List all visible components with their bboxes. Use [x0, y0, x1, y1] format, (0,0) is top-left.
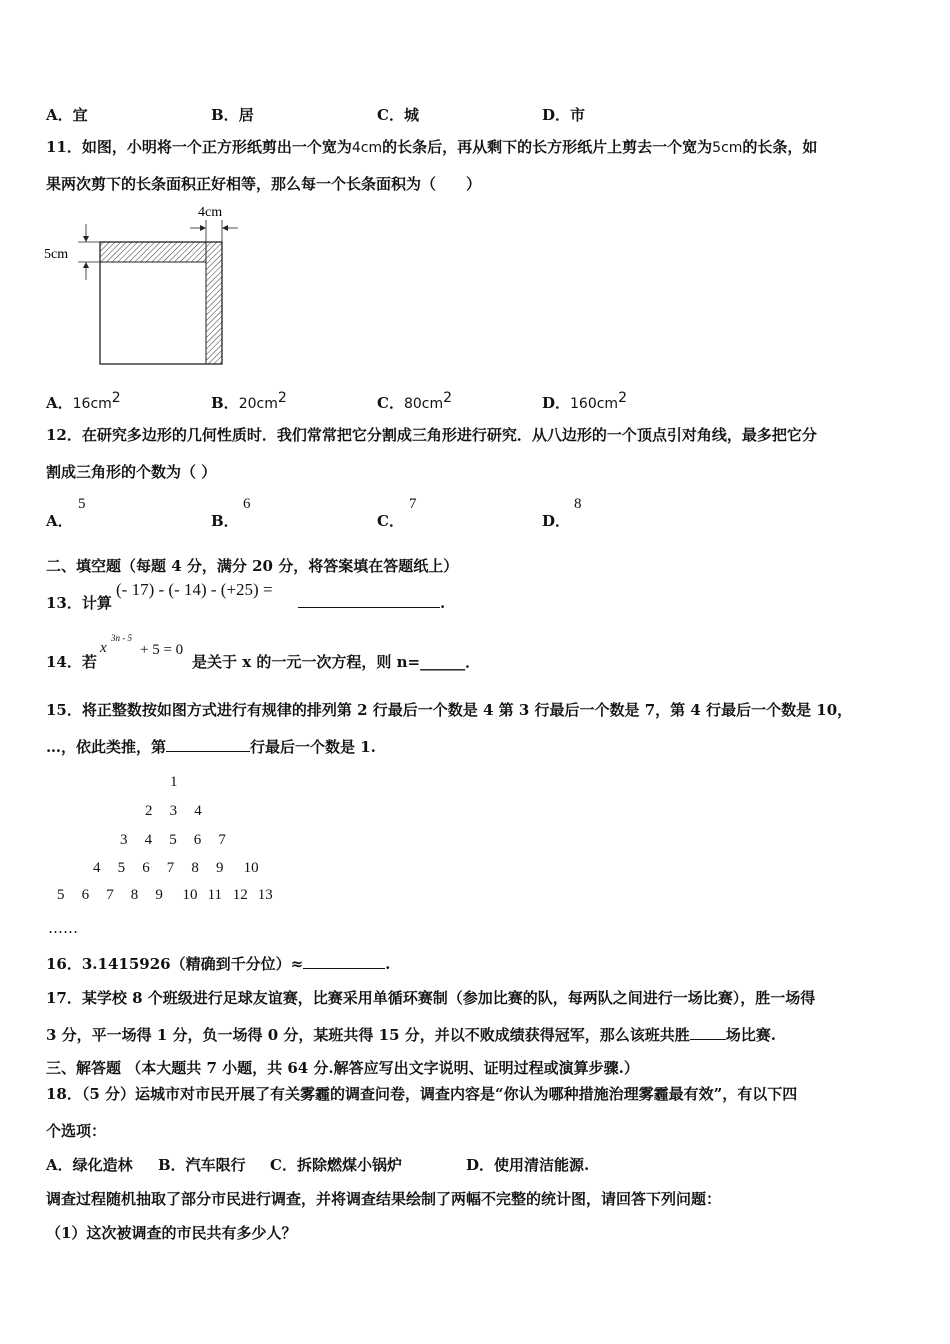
q14-exponent: 3n - 5: [111, 633, 132, 643]
q12-option-b: B．: [211, 512, 239, 530]
top-strip: [100, 242, 206, 262]
q12-line1: 12．在研究多边形的几何性质时．我们常常把它分割成三角形进行研究．从八边形的一个顶点引对角线，最多把它分: [46, 426, 817, 444]
triangle-number: 11: [207, 887, 223, 903]
triangle-number: 1: [170, 774, 178, 790]
triangle-number: 6: [81, 887, 90, 903]
q18-option-a: A．绿化造林: [46, 1156, 133, 1174]
triangle-number: 4: [144, 832, 153, 848]
q15-line1: 15．将正整数按如图方式进行有规律的排列第 2 行最后一个数是 4 第 3 行最后一个数是 7，第 4 行最后一个数是 10，: [46, 701, 853, 719]
q18-line3: 调查过程随机抽取了部分市民进行调查，并将调查结果绘制了两幅不完整的统计图，请回答下列问题：: [46, 1190, 722, 1208]
q11-option-c: C．$80cm^2$: [377, 390, 453, 412]
triangle-number: 3: [120, 832, 128, 848]
triangle-number: 10: [243, 860, 259, 876]
triangle-number: 10: [182, 887, 198, 903]
fig-label-4cm: 4cm: [198, 205, 223, 220]
q13-prefix: 13．计算: [46, 594, 112, 612]
q15-blank: [166, 737, 250, 752]
triangle-number: 5: [57, 887, 65, 903]
triangle-number: 3: [169, 803, 178, 819]
triangle-number: 7: [166, 860, 175, 876]
q14-prefix: 14．若: [46, 653, 97, 671]
q11-option-d: D．$160cm^2$: [542, 390, 627, 412]
q12-option-d-value: 8: [574, 496, 582, 512]
q13-answer: .: [298, 593, 445, 613]
triangle-number: 5: [117, 860, 126, 876]
q14-equation: + 5 = 0: [140, 642, 184, 658]
triangle-number: 7: [106, 887, 114, 903]
triangle-number: 5: [169, 832, 177, 848]
q10-option-c: C．城: [377, 106, 419, 124]
fig-label-5cm: 5cm: [44, 247, 69, 262]
q11-option-a: A．$16cm^2$: [46, 390, 121, 412]
triangle-number: 6: [142, 860, 150, 876]
q18-sub1: （1）这次被调查的市民共有多少人？: [46, 1224, 297, 1242]
triangle-number: 6: [193, 832, 202, 848]
q12-option-d: D．: [542, 512, 571, 530]
q12-option-b-value: 6: [243, 496, 251, 512]
q12-option-c: C．: [377, 512, 404, 530]
q17-line1: 17．某学校 8 个班级进行足球友谊赛，比赛采用单循环赛制（参加比赛的队，每两队之间进行一场比赛），胜一场得: [46, 989, 816, 1007]
q13-blank: [298, 593, 440, 608]
q11-line2: 果两次剪下的长条面积正好相等，那么每一个长条面积为（ ）: [46, 175, 482, 193]
q10-option-a: A．宜: [46, 106, 88, 124]
triangle-number: 12: [232, 887, 248, 903]
q18-line2: 个选项：: [46, 1122, 107, 1140]
triangle-number: 7: [218, 832, 226, 848]
q18-option-d: D．使用清洁能源.: [466, 1156, 590, 1174]
triangle-number: 13: [257, 887, 273, 903]
q15-ellipsis: ……: [48, 919, 78, 937]
triangle-number: 9: [216, 860, 224, 876]
q16-text: 16．3.1415926（精确到千分位）≈ .: [46, 955, 391, 973]
q14-base: x: [100, 640, 107, 656]
triangle-number: 8: [130, 887, 139, 903]
triangle-number: 9: [155, 887, 163, 903]
q10-option-d: D．市: [542, 106, 586, 124]
q11-figure: [40, 198, 250, 373]
q11-line1: 11．如图，小明将一个正方形纸剪出一个宽为4cm的长条后，再从剩下的长方形纸片上剪去一个宽为5cm的长条，如: [46, 138, 818, 156]
q17-line2: 3 分，平一场得 1 分，负一场得 0 分，某班共得 15 分，并以不败成绩获得冠军，那么该班共胜 场比赛.: [46, 1026, 776, 1044]
q14-suffix: 是关于 x 的一元一次方程，则 n=______．: [192, 653, 481, 671]
q16-blank: [303, 954, 385, 969]
q12-option-c-value: 7: [409, 496, 417, 512]
q18-option-b: B．汽车限行: [158, 1156, 246, 1174]
right-strip: [206, 242, 222, 364]
q18-line1: 18．（5 分）运城市对市民开展了有关雾霾的调查问卷，调查内容是“你认为哪种措施治理雾霾最有效”，有以下四: [46, 1085, 798, 1103]
q18-option-c: C．拆除燃煤小锅炉: [270, 1156, 402, 1174]
triangle-number: 2: [145, 803, 153, 819]
q13-expression: (- 17) - (- 14) - (+25) =: [116, 580, 273, 599]
q12-option-a: A．: [46, 512, 73, 530]
triangle-number: 8: [191, 860, 199, 876]
q11-option-b: B．$20cm^2$: [211, 390, 287, 412]
triangle-number: 4: [194, 803, 202, 819]
q12-option-a-value: 5: [78, 496, 86, 512]
q17-blank: [690, 1025, 726, 1040]
section3-title: 三、解答题 （本大题共 7 小题，共 64 分.解答应写出文字说明、证明过程或演算步骤.）: [46, 1059, 639, 1077]
section2-title: 二、填空题（每题 4 分，满分 20 分，将答案填在答题纸上）: [46, 557, 459, 575]
q15-line2: …，依此类推，第 行最后一个数是 1.: [46, 738, 376, 756]
q12-line2: 割成三角形的个数为（ ）: [46, 463, 217, 481]
triangle-number: 4: [93, 860, 101, 876]
q10-option-b: B．居: [211, 106, 254, 124]
